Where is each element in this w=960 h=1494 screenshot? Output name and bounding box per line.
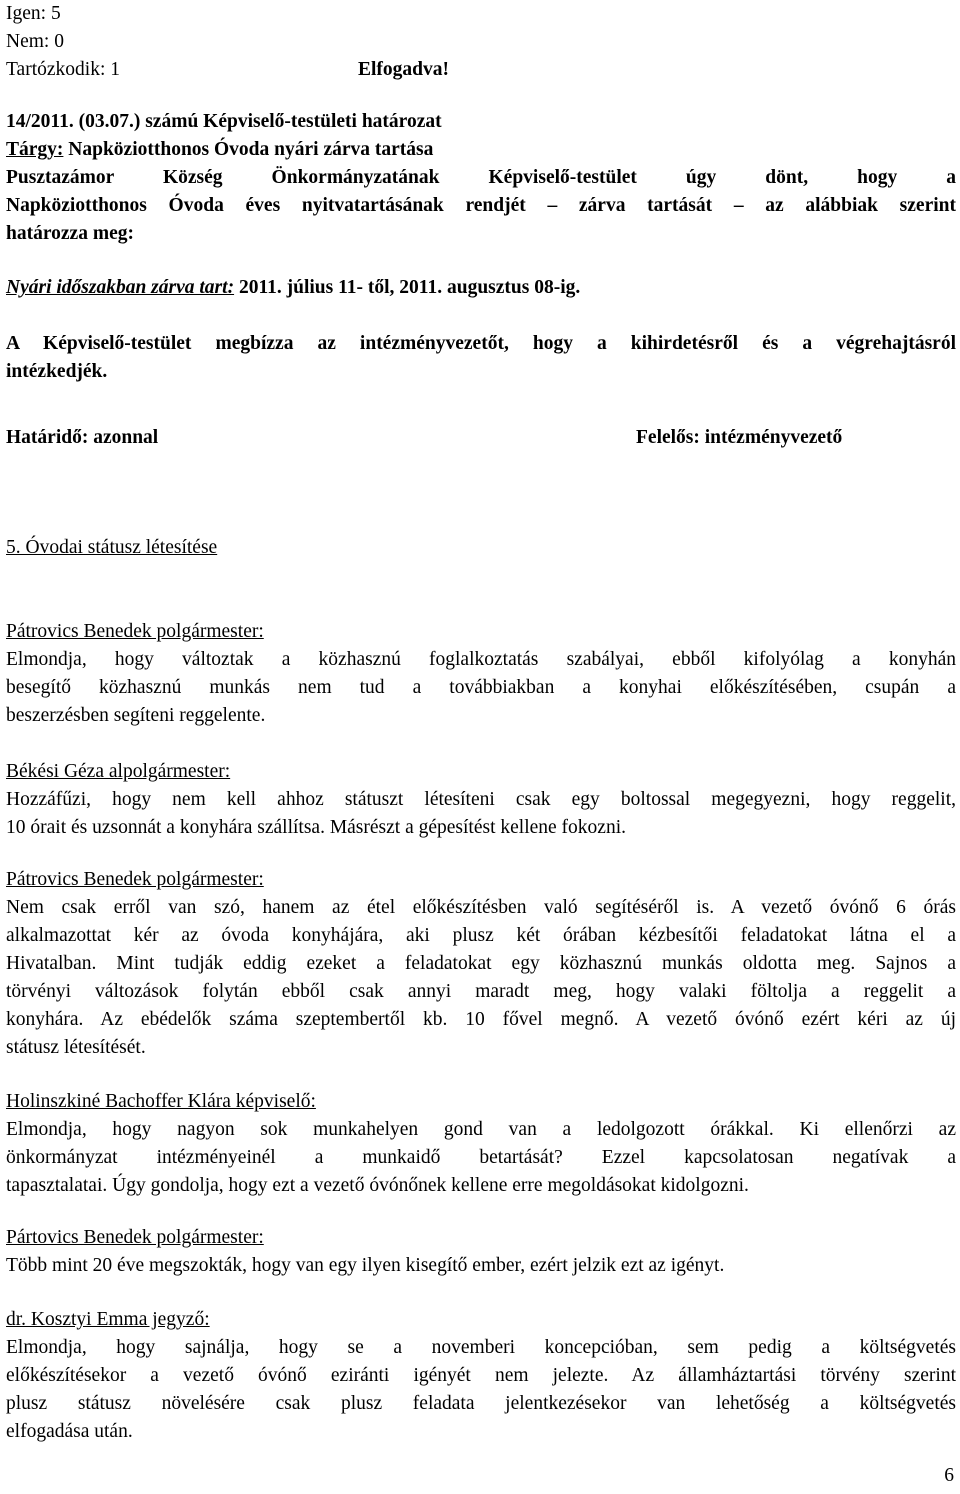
speech-line: besegítő közhasznú munkás nem tud a továbbiakban a konyhai előkészítésében, csupán a xyxy=(6,677,956,698)
vote-yes: Igen: 5 xyxy=(6,3,61,24)
mandate-line: A Képviselő-testület megbízza az intézményvezetőt, hogy a kihirdetésről és a végrehajtásról xyxy=(6,333,956,354)
resolution-body-line: határozza meg: xyxy=(6,223,134,244)
speech-line: Elmondja, hogy változtak a közhasznú foglalkoztatás szabályai, ebből kifolyólag a konyhán xyxy=(6,649,956,670)
responsible: Felelős: intézményvezető xyxy=(636,427,843,448)
speech-line: Több mint 20 éve megszokták, hogy van egy ilyen kisegítő ember, ezért jelzik ezt az igényt. xyxy=(6,1255,725,1276)
speech-line: Nem csak erről van szó, hanem az étel előkészítésben való segítéséről is. A vezető óvónő 6 órás xyxy=(6,897,956,918)
summer-closure-value: 2011. július 11- től, 2011. augusztus 08-ig. xyxy=(238,277,581,298)
resolution-title: 14/2011. (03.07.) számú Képviselő-testületi határozat xyxy=(6,111,442,132)
speech-line: előkészítésekor a vezető óvónő eziránti igényét nem jelezte. Az államháztartási törvény szerint xyxy=(6,1365,956,1386)
agenda-item-row xyxy=(6,534,956,562)
vote-abstain: Tartózkodik: 1 xyxy=(6,59,120,80)
speaker-name: Pátrovics Benedek polgármester: xyxy=(6,869,264,890)
page-number: 6 xyxy=(944,1465,954,1486)
speech-block xyxy=(6,866,956,1062)
vote-abstain-row xyxy=(6,56,956,84)
speech-line: törvényi változások folytán ebből csak annyi maradt meg, hogy valaki föltolja a reggelit a xyxy=(6,981,956,1002)
speaker-name: dr. Kosztyi Emma jegyző: xyxy=(6,1309,210,1330)
speech-block xyxy=(6,1224,956,1280)
deadline-row xyxy=(6,424,956,452)
vote-block xyxy=(6,0,956,84)
speech-line: önkormányzat intézményeinél a munkaidő betartását? Ezzel kapcsolatosan negatívak a xyxy=(6,1147,956,1168)
speech-line: Elmondja, hogy nagyon sok munkahelyen gond van a ledolgozott órákkal. Ki ellenőrzi az xyxy=(6,1119,956,1140)
vote-result: Elfogadva! xyxy=(358,59,450,80)
speech-line: elfogadása után. xyxy=(6,1421,133,1442)
speech-block xyxy=(6,758,956,842)
speaker-name: Békési Géza alpolgármester: xyxy=(6,761,231,782)
summer-closure-label: Nyári időszakban zárva tart: xyxy=(6,277,235,298)
deadline: Határidő: azonnal xyxy=(6,427,159,448)
resolution-subject-label: Tárgy: xyxy=(6,139,64,160)
speech-line: Hivatalban. Mint tudják eddig ezeket a feladatokat egy közhasznú munkás oldotta meg. Sajnos a xyxy=(6,953,956,974)
resolution-body-line: Napköziotthonos Óvoda éves nyitvatartásának rendjét – zárva tartását – az alábbiak szerint xyxy=(6,195,956,216)
agenda-item-title: 5. Óvodai státusz létesítése xyxy=(6,537,218,558)
resolution-body-line: Pusztazámor Község Önkormányzatának Képviselő-testület úgy dönt, hogy a xyxy=(6,167,956,188)
speaker-name: Pártovics Benedek polgármester: xyxy=(6,1227,264,1248)
speech-block xyxy=(6,618,956,730)
summer-closure-row xyxy=(6,274,956,302)
speech-block xyxy=(6,1088,956,1200)
mandate-line: intézkedjék. xyxy=(6,361,108,382)
speech-block xyxy=(6,1306,956,1446)
mandate-block xyxy=(6,330,956,386)
speech-line: Hozzáfűzi, hogy nem kell ahhoz státuszt létesíteni csak egy boltossal megegyezni, hogy reggelit, xyxy=(6,789,956,810)
speech-line: konyhára. Az ebédelők száma szeptembertől kb. 10 fővel megnő. A vezető óvónő ezért kéri az új xyxy=(6,1009,956,1030)
resolution-block xyxy=(6,108,956,248)
speech-line: alkalmazottat kér az óvoda konyhájára, aki plusz két órában kézbesítői feladatokat látna el a xyxy=(6,925,956,946)
speech-line: plusz státusz növelésére csak plusz feladata jelentkezésekor van lehetőség a költségvetés xyxy=(6,1393,956,1414)
speech-line: tapasztalatai. Úgy gondolja, hogy ezt a vezető óvónőnek kellene erre megoldásokat kidolgozni. xyxy=(6,1175,749,1196)
speech-line: státusz létesítését. xyxy=(6,1037,146,1058)
speech-line: Elmondja, hogy sajnálja, hogy se a novemberi koncepcióban, sem pedig a költségvetés xyxy=(6,1337,956,1358)
speaker-name: Pátrovics Benedek polgármester: xyxy=(6,621,264,642)
resolution-subject-row xyxy=(6,136,956,164)
vote-no: Nem: 0 xyxy=(6,31,64,52)
speech-line: 10 órait és uzsonnát a konyhára szállítsa. Másrészt a gépesítést kellene fokozni. xyxy=(6,817,627,838)
speaker-name: Holinszkiné Bachoffer Klára képviselő: xyxy=(6,1091,316,1112)
resolution-subject: Napköziotthonos Óvoda nyári zárva tartása xyxy=(68,139,434,160)
speech-line: beszerzésben segíteni reggelente. xyxy=(6,705,266,726)
